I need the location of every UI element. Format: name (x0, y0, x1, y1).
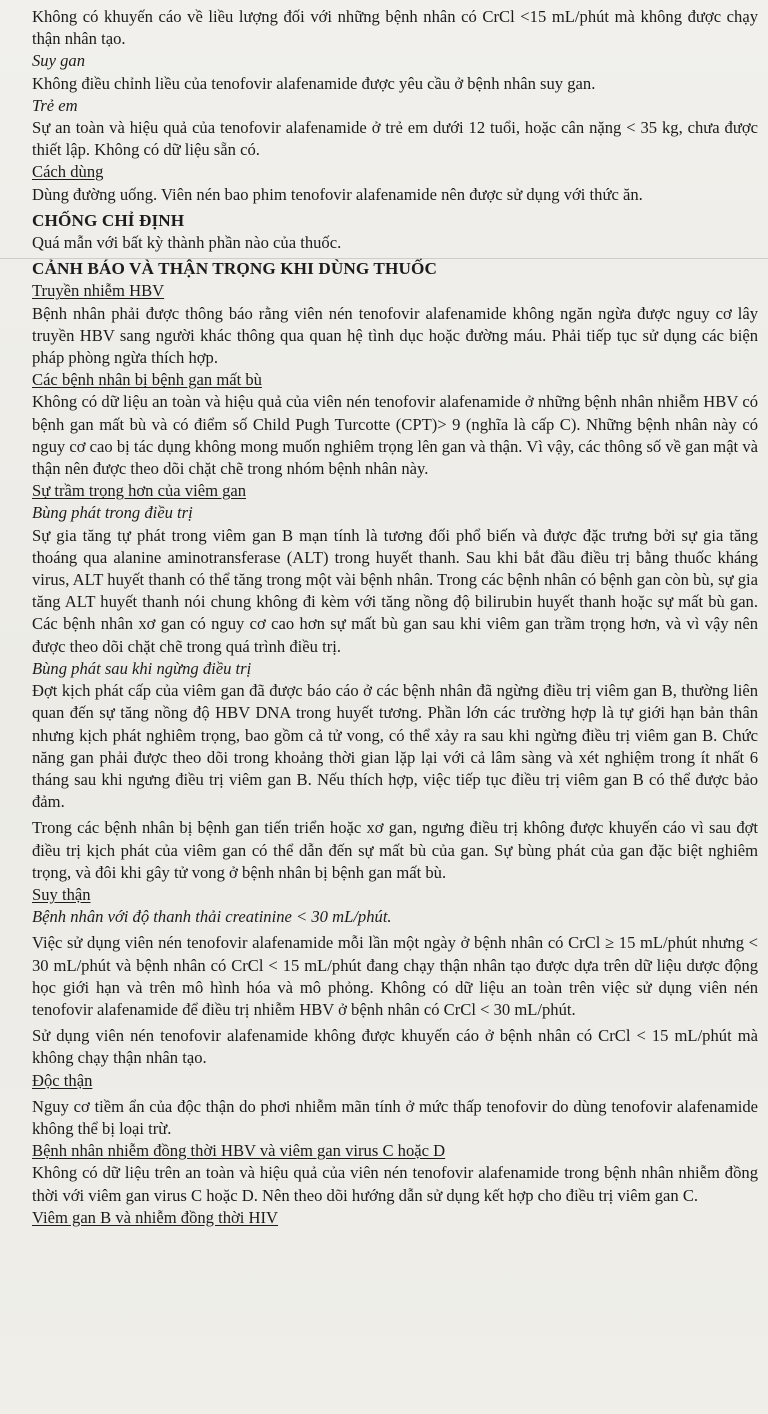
subsection-heading: Độc thận (32, 1070, 93, 1090)
paragraph: Bệnh nhân phải được thông báo rằng viên nén tenofovir alafenamide không ngăn ngừa được nguy cơ lây truyền HBV sang người khác thông qua quan hệ tình dục hoặc đường máu. Phải tiếp tục sử dụng các biện pháp phòng ngừa thích hợp. (32, 303, 758, 368)
subsection-heading: Truyền nhiễm HBV (32, 281, 165, 301)
paragraph: Quá mẫn với bất kỳ thành phần nào của thuốc. (32, 233, 342, 253)
paragraph: Sự an toàn và hiệu quả của tenofovir alafenamide ở trẻ em dưới 12 tuổi, hoặc cân nặng < 35 kg, chưa được thiết lập. Không có dữ liệu sẵn có. (32, 118, 758, 160)
subsection-heading: Bệnh nhân nhiễm đồng thời HBV và viêm gan virus C hoặc D (32, 1141, 446, 1161)
subsection-heading: Viêm gan B và nhiễm đồng thời HIV (32, 1207, 279, 1227)
leaflet-text-column (32, 6, 758, 1229)
paragraph: Không có dữ liệu an toàn và hiệu quả của viên nén tenofovir alafenamide ở những bệnh nhân nhiễm HBV có bệnh gan mất bù và có điểm số Child Pugh Turcotte (CPT)> 9 (nghĩa là cấp C). Những bệnh nhân này có nguy cơ cao bị tác dụng không mong muốn nghiêm trọng lên gan và thận. Vì vậy, các thông số về gan mật và thận nên được theo dõi chặt chẽ trong nhóm bệnh nhân này. (32, 392, 758, 479)
paragraph: Dùng đường uống. Viên nén bao phim tenofovir alafenamide nên được sử dụng với thức ăn. (32, 184, 643, 204)
paragraph: Đợt kịch phát cấp của viêm gan đã được báo cáo ở các bệnh nhân đã ngừng điều trị viêm gan B, thường liên quan đến sự tăng nồng độ HBV DNA trong huyết tương. Phần lớn các trường hợp là tự giới hạn bản thân nhưng kịch phát nghiêm trọng, bao gồm cả tử vong, có thể xảy ra sau khi ngừng điều trị viêm gan B. Chức năng gan phải được theo dõi trong khoảng thời gian lặp lại với cả lâm sàng và xét nghiệm trong ít nhất 6 tháng sau khi ngưng điều trị viêm gan B. Nếu thích hợp, việc tiếp tục điều trị viêm gan B có thể được bảo đảm. (32, 681, 758, 812)
subsection-heading: Suy thận (32, 884, 91, 904)
italic-subheading: Bệnh nhân với độ thanh thải creatinine < 30 mL/phút. (32, 907, 392, 927)
italic-subheading: Suy gan (32, 51, 85, 71)
section-heading: CẢNH BÁO VÀ THẬN TRỌNG KHI DÙNG THUỐC (32, 259, 437, 279)
paragraph: Không điều chỉnh liều của tenofovir alafenamide được yêu cầu ở bệnh nhân suy gan. (32, 73, 596, 93)
paragraph: Nguy cơ tiềm ẩn của độc thận do phơi nhiễm mãn tính ở mức thấp tenofovir do dùng tenofovir alafenamide không thể bị loại trừ. (32, 1096, 758, 1138)
italic-subheading: Trẻ em (32, 95, 78, 115)
paragraph: Sử dụng viên nén tenofovir alafenamide không được khuyến cáo ở bệnh nhân có CrCl < 15 mL/phút mà không chạy thận nhân tạo. (32, 1026, 758, 1068)
paragraph: Trong các bệnh nhân bị bệnh gan tiến triển hoặc xơ gan, ngưng điều trị không được khuyến cáo vì sau đợt điều trị kịch phát của viêm gan có thể dẫn đến sự mất bù của gan. Sự bùng phát của gan đặc biệt nghiêm trọng, và đôi khi gây tử vong ở bệnh nhân bị bệnh gan mất bù. (32, 818, 758, 882)
paragraph: Không có khuyến cáo về liều lượng đối với những bệnh nhân có CrCl <15 mL/phút mà không được chạy thận nhân tạo. (32, 7, 758, 49)
paragraph: Việc sử dụng viên nén tenofovir alafenamide mỗi lần một ngày ở bệnh nhân có CrCl ≥ 15 mL/phút nhưng < 30 mL/phút và bệnh nhân có CrCl < 15 mL/phút đang chạy thận nhân tạo được dựa trên dữ liệu dược động học giới hạn và trên mô hình hóa và mô phỏng. Không có dữ liệu an toàn trên việc sử dụng viên nén tenofovir alafenamide để điều trị nhiễm HBV ở bệnh nhân có CrCl < 30 mL/phút. (32, 933, 758, 1019)
italic-subheading: Bùng phát trong điều trị (32, 503, 193, 523)
paragraph: Không có dữ liệu trên an toàn và hiệu quả của viên nén tenofovir alafenamide trong bệnh nhân nhiễm đồng thời với viêm gan virus C hoặc D. Nên theo dõi hướng dẫn sử dụng kết hợp cho điều trị viêm gan C. (32, 1163, 758, 1205)
section-heading: CHỐNG CHỈ ĐỊNH (32, 210, 185, 230)
italic-subheading: Bùng phát sau khi ngừng điều trị (32, 658, 252, 678)
paragraph: Sự gia tăng tự phát trong viêm gan B mạn tính là tương đối phổ biến và được đặc trưng bởi sự gia tăng thoáng qua alanine aminotransferase (ALT) trong huyết thanh. Sau khi bắt đầu điều trị bằng thuốc kháng virus, ALT huyết thanh có thể tăng trong một vài bệnh nhân. Trong các bệnh nhân có bệnh gan còn bù, sự gia tăng ALT huyết thanh nói chung không đi kèm với tăng nồng độ bilirubin huyết thanh hoặc sự mất bù gan. Các bệnh nhân xơ gan có nguy cơ cao hơn sự mất bù gan sau khi viêm gan trầm trọng hơn, và vì vậy nên được theo dõi chặt chẽ trong quá trình điều trị. (32, 525, 758, 656)
subsection-heading: Cách dùng (32, 162, 104, 182)
subsection-heading: Các bệnh nhân bị bệnh gan mất bù (32, 370, 262, 390)
subsection-heading: Sự trầm trọng hơn của viêm gan (32, 481, 247, 501)
